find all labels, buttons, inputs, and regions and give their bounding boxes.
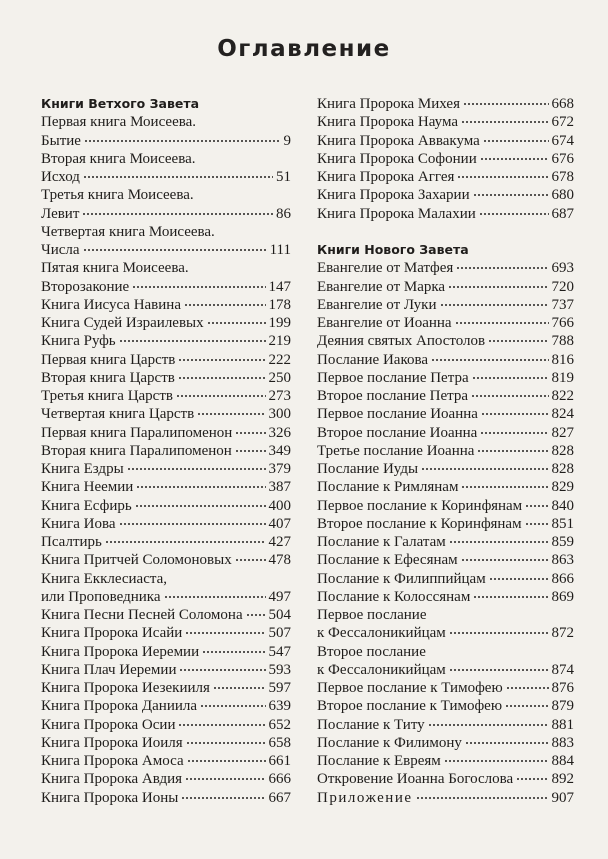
toc-entry[interactable] bbox=[41, 734, 291, 752]
toc-entry[interactable] bbox=[41, 661, 291, 679]
toc-entry-title: Первое послание к Коринфянам bbox=[317, 497, 523, 514]
dot-leader bbox=[471, 395, 548, 397]
toc-entry-title: Первая книга Царств bbox=[41, 351, 176, 368]
toc-entry-page: 816 bbox=[551, 351, 574, 368]
toc-entry-page: 593 bbox=[268, 661, 291, 678]
section-heading-old-testament: Книги Ветхого Завета bbox=[41, 96, 200, 111]
toc-entry[interactable] bbox=[317, 369, 574, 387]
dot-leader bbox=[516, 778, 548, 780]
section-gap bbox=[317, 223, 574, 241]
dot-leader bbox=[185, 632, 265, 634]
toc-entry-title: Евангелие от Луки bbox=[317, 296, 437, 313]
dot-leader bbox=[525, 505, 548, 507]
dot-leader bbox=[455, 322, 549, 324]
toc-entry-title: Первая книга Паралипоменон bbox=[41, 424, 233, 441]
toc-entry-page: 478 bbox=[268, 552, 291, 569]
toc-entry-title: Псалтирь bbox=[41, 534, 102, 550]
toc-entry-page: 639 bbox=[268, 698, 291, 715]
toc-entry-page: 9 bbox=[283, 132, 291, 149]
toc-entry[interactable] bbox=[317, 424, 574, 442]
toc-entry[interactable] bbox=[317, 497, 574, 515]
dot-leader bbox=[176, 395, 266, 397]
toc-entry[interactable] bbox=[41, 150, 291, 168]
old-testament-list-continued bbox=[317, 95, 574, 223]
toc-entry[interactable] bbox=[41, 478, 291, 496]
new-testament-list bbox=[317, 259, 574, 788]
toc-entry-title: к Фессалоникийцам bbox=[317, 661, 446, 678]
dot-leader bbox=[200, 705, 265, 707]
toc-entry-page: 883 bbox=[551, 734, 574, 751]
toc-entry[interactable] bbox=[317, 150, 574, 168]
dot-leader bbox=[480, 158, 549, 160]
toc-entry-page: 687 bbox=[551, 205, 574, 222]
toc-entry[interactable] bbox=[41, 716, 291, 734]
toc-entry-page: 219 bbox=[268, 333, 291, 350]
toc-entry[interactable] bbox=[41, 113, 291, 131]
toc-entry-title: Деяния святых Апостолов bbox=[317, 333, 486, 350]
dot-leader bbox=[421, 468, 548, 470]
toc-entry-page: 674 bbox=[551, 132, 574, 149]
toc-entry-title: Евангелие от Матфея bbox=[317, 260, 454, 277]
toc-entry-title: Первое послание к Тимофею bbox=[317, 680, 503, 696]
toc-entry[interactable] bbox=[317, 278, 574, 296]
toc-entry[interactable] bbox=[41, 643, 291, 661]
toc-entry[interactable] bbox=[41, 515, 291, 533]
dot-leader bbox=[202, 651, 265, 653]
toc-entry-page: 872 bbox=[551, 625, 574, 642]
toc-entry[interactable] bbox=[41, 223, 291, 241]
toc-entry[interactable] bbox=[317, 643, 574, 661]
toc-entry-title: Первое послание Иоанна bbox=[317, 406, 478, 423]
toc-entry-page: 273 bbox=[268, 388, 291, 404]
dot-leader bbox=[444, 760, 549, 762]
toc-entry[interactable] bbox=[41, 789, 291, 807]
toc-entry-page: 407 bbox=[268, 515, 291, 532]
toc-entry-title: Второе послание к Тимофею bbox=[317, 698, 503, 715]
toc-entry-title: Книга Иова bbox=[41, 515, 116, 532]
dot-leader bbox=[235, 559, 266, 561]
toc-entry-title: Книга Пророка Ионы bbox=[41, 789, 179, 806]
dot-leader bbox=[463, 103, 549, 105]
dot-leader bbox=[127, 468, 266, 470]
toc-entry-title: Книга Песни Песней Соломона bbox=[41, 607, 243, 623]
dot-leader bbox=[481, 413, 549, 415]
toc-entry[interactable] bbox=[41, 770, 291, 788]
toc-entry-title: Книга Пророка Малахии bbox=[317, 205, 476, 222]
toc-entry-page: 828 bbox=[551, 461, 574, 477]
toc-entry[interactable] bbox=[317, 716, 574, 734]
toc-entry-page: 400 bbox=[268, 497, 291, 514]
toc-entry-title: Первое послание Петра bbox=[317, 369, 469, 386]
dot-leader bbox=[449, 669, 549, 671]
toc-entry-title: Первое послание bbox=[317, 607, 427, 623]
toc-entry-page: 597 bbox=[268, 680, 291, 696]
dot-leader bbox=[431, 359, 548, 361]
toc-entry[interactable] bbox=[41, 405, 291, 423]
toc-entry-title: Книга Пророка Аввакума bbox=[317, 132, 480, 149]
dot-leader bbox=[483, 140, 549, 142]
toc-column-right bbox=[317, 95, 574, 807]
dot-leader bbox=[135, 505, 266, 507]
toc-entry-page: 859 bbox=[551, 534, 574, 550]
toc-entry[interactable] bbox=[41, 533, 291, 551]
toc-entry-title: Евангелие от Иоанна bbox=[317, 315, 452, 331]
dot-leader bbox=[83, 176, 273, 178]
toc-entry[interactable] bbox=[41, 241, 291, 259]
toc-entry[interactable] bbox=[41, 259, 291, 277]
toc-entry-title: Исход bbox=[41, 169, 80, 185]
toc-entry-title: Бытие bbox=[41, 132, 81, 149]
dot-leader bbox=[488, 340, 548, 342]
dot-leader bbox=[428, 724, 549, 726]
dot-leader bbox=[246, 614, 266, 616]
toc-entry-page: 680 bbox=[551, 187, 574, 204]
toc-entry-page: 387 bbox=[268, 479, 291, 496]
toc-entry[interactable] bbox=[317, 770, 574, 788]
dot-leader bbox=[480, 432, 548, 434]
toc-entry-page: 720 bbox=[551, 278, 574, 295]
toc-entry[interactable] bbox=[317, 734, 574, 752]
toc-entry[interactable] bbox=[317, 460, 574, 478]
toc-entry[interactable] bbox=[317, 113, 574, 131]
toc-entry-title: Послание к Филимону bbox=[317, 734, 462, 751]
toc-entry[interactable] bbox=[317, 405, 574, 423]
dot-leader bbox=[178, 377, 266, 379]
toc-entry[interactable] bbox=[41, 168, 291, 186]
toc-entry-title: Книга Пророка Софонии bbox=[317, 150, 477, 167]
toc-entry-title: Третье послание Иоанна bbox=[317, 442, 475, 459]
toc-entry[interactable] bbox=[41, 132, 291, 150]
toc-entry[interactable] bbox=[317, 351, 574, 369]
toc-entry-title: Книга Пророка Даниила bbox=[41, 698, 198, 715]
toc-entry-title: к Фессалоникийцам bbox=[317, 625, 446, 642]
toc-entry[interactable] bbox=[317, 588, 574, 606]
toc-entry-title: Книга Пророка Иезекииля bbox=[41, 680, 210, 696]
toc-entry[interactable] bbox=[41, 497, 291, 515]
dot-leader bbox=[181, 797, 265, 799]
toc-entry[interactable] bbox=[41, 442, 291, 460]
dot-leader bbox=[186, 742, 266, 744]
dot-leader bbox=[461, 121, 549, 123]
toc-entry-page: 737 bbox=[551, 296, 574, 313]
toc-entry-page: 676 bbox=[551, 150, 574, 167]
toc-entry-title: Книга Пророка Аггея bbox=[317, 169, 455, 185]
dot-leader bbox=[132, 286, 265, 288]
toc-entry-title: Второзаконие bbox=[41, 278, 130, 295]
toc-entry-title: Вторая книга Моисеева. bbox=[41, 150, 196, 167]
toc-entry-page: 829 bbox=[551, 479, 574, 496]
toc-entry-title: Послание к Римлянам bbox=[317, 479, 459, 496]
toc-entry-title: Книга Пророка Иеремии bbox=[41, 643, 200, 660]
dot-leader bbox=[119, 340, 266, 342]
toc-entry[interactable] bbox=[41, 186, 291, 204]
toc-entry-title: Послание к Евреям bbox=[317, 753, 441, 769]
dot-leader bbox=[473, 596, 548, 598]
toc-entry-page: 250 bbox=[268, 369, 291, 386]
toc-entry-title: Книга Екклесиаста, bbox=[41, 570, 168, 587]
toc-entry-page: 111 bbox=[269, 242, 291, 258]
dot-leader bbox=[235, 432, 265, 434]
toc-entry-title: Второе послание bbox=[317, 643, 426, 660]
dot-leader bbox=[119, 523, 266, 525]
toc-entry[interactable] bbox=[317, 679, 574, 697]
dot-leader bbox=[525, 523, 549, 525]
dot-leader bbox=[164, 596, 266, 598]
dot-leader bbox=[185, 778, 265, 780]
dot-leader bbox=[472, 377, 549, 379]
toc-entry[interactable] bbox=[41, 296, 291, 314]
dot-leader bbox=[461, 486, 548, 488]
toc-entry-title: Евангелие от Марка bbox=[317, 278, 446, 295]
toc-entry-title: Книга Пророка Михея bbox=[317, 96, 460, 112]
dot-leader bbox=[473, 194, 549, 196]
toc-entry[interactable] bbox=[317, 624, 574, 642]
old-testament-list bbox=[41, 113, 291, 807]
toc-entry-page: 147 bbox=[268, 278, 291, 295]
toc-entry-page: 869 bbox=[551, 588, 574, 605]
toc-entry[interactable] bbox=[41, 387, 291, 405]
toc-entry-page: 504 bbox=[268, 607, 291, 623]
toc-entry[interactable] bbox=[41, 570, 291, 588]
toc-entry-title: Четвертая книга Царств bbox=[41, 406, 195, 423]
dot-leader bbox=[479, 213, 549, 215]
toc-entry[interactable] bbox=[317, 132, 574, 150]
toc-entry-page: 819 bbox=[551, 369, 574, 386]
toc-entry[interactable] bbox=[317, 95, 574, 113]
toc-entry[interactable] bbox=[41, 314, 291, 332]
toc-entry[interactable] bbox=[41, 278, 291, 296]
toc-entry-title: Книга Пророка Иоиля bbox=[41, 734, 183, 751]
toc-entry[interactable] bbox=[41, 332, 291, 350]
toc-entry[interactable] bbox=[41, 606, 291, 624]
toc-entry[interactable] bbox=[317, 314, 574, 332]
toc-entry-page: 547 bbox=[268, 643, 291, 660]
dot-leader bbox=[448, 286, 548, 288]
toc-entry[interactable] bbox=[41, 697, 291, 715]
toc-entry-page: 668 bbox=[551, 96, 574, 112]
toc-entry-title: Книга Есфирь bbox=[41, 497, 132, 514]
dot-leader bbox=[416, 797, 549, 799]
toc-entry-title: Вторая книга Паралипоменон bbox=[41, 442, 232, 459]
dot-leader bbox=[82, 213, 273, 215]
toc-entry[interactable] bbox=[317, 551, 574, 569]
toc-entry-title: Четвертая книга Моисеева. bbox=[41, 223, 215, 240]
toc-entry-title: Вторая книга Царств bbox=[41, 369, 175, 386]
toc-entry[interactable] bbox=[317, 205, 574, 223]
toc-entry-page: 652 bbox=[268, 716, 291, 733]
toc-entry[interactable] bbox=[41, 679, 291, 697]
toc-entry[interactable] bbox=[317, 515, 574, 533]
toc-entry[interactable] bbox=[317, 296, 574, 314]
toc-entry-page: 667 bbox=[268, 789, 291, 806]
toc-entry-page: 824 bbox=[551, 406, 574, 423]
toc-entry[interactable] bbox=[41, 551, 291, 569]
toc-entry-title: Приложение bbox=[317, 789, 413, 806]
toc-entry-title: Второе послание Иоанна bbox=[317, 424, 478, 441]
toc-entry-title: Послание к Галатам bbox=[317, 534, 446, 550]
dot-leader bbox=[235, 450, 266, 452]
toc-entry-page: 349 bbox=[268, 442, 291, 459]
toc-entry[interactable] bbox=[41, 205, 291, 223]
toc-entry-page: 863 bbox=[551, 552, 574, 569]
toc-entry-title: Книга Ездры bbox=[41, 461, 124, 477]
toc-entry-page: 693 bbox=[551, 260, 574, 277]
toc-entry-page: 884 bbox=[551, 753, 574, 769]
toc-entry-title: Книга Пророка Исайи bbox=[41, 625, 183, 642]
toc-entry-title: Книга Пророка Наума bbox=[317, 114, 458, 131]
toc-entry-page: 828 bbox=[551, 442, 574, 459]
toc-entry[interactable] bbox=[317, 697, 574, 715]
toc-entry-page: 874 bbox=[551, 661, 574, 678]
toc-entry-page: 379 bbox=[268, 461, 291, 477]
toc-entry-page: 851 bbox=[551, 515, 574, 532]
toc-entry-title: Книга Судей Израилевых bbox=[41, 315, 204, 331]
dot-leader bbox=[84, 140, 281, 142]
toc-entry[interactable] bbox=[41, 460, 291, 478]
toc-entry-title: Числа bbox=[41, 242, 80, 258]
dot-leader bbox=[179, 669, 265, 671]
toc-entry-title: Книга Пророка Осии bbox=[41, 716, 176, 733]
dot-leader bbox=[184, 304, 266, 306]
toc-entry-page: 178 bbox=[268, 296, 291, 313]
toc-entry[interactable] bbox=[317, 752, 574, 770]
toc-entry[interactable] bbox=[41, 351, 291, 369]
dot-leader bbox=[477, 450, 548, 452]
toc-entry-title: Пятая книга Моисеева. bbox=[41, 260, 189, 277]
toc-entry-title: Левит bbox=[41, 205, 80, 222]
toc-entry-page: 507 bbox=[268, 625, 291, 642]
toc-entry[interactable] bbox=[41, 424, 291, 442]
toc-entry-page: 658 bbox=[268, 734, 291, 751]
toc-entry-page: 788 bbox=[551, 333, 574, 350]
toc-entry-page: 326 bbox=[268, 424, 291, 441]
toc-entry-page: 86 bbox=[276, 205, 291, 222]
dot-leader bbox=[197, 413, 265, 415]
toc-entry[interactable] bbox=[317, 442, 574, 460]
toc-entry[interactable] bbox=[41, 369, 291, 387]
dot-leader bbox=[178, 359, 265, 361]
toc-entry-title: Послание к Ефесянам bbox=[317, 552, 458, 569]
dot-leader bbox=[461, 559, 549, 561]
dot-leader bbox=[440, 304, 549, 306]
toc-entry-title: Книга Пророка Авдия bbox=[41, 771, 183, 788]
toc-entry[interactable] bbox=[317, 478, 574, 496]
dot-leader bbox=[449, 632, 549, 634]
toc-entry-page: 876 bbox=[551, 680, 574, 696]
toc-entry-page: 672 bbox=[551, 114, 574, 131]
toc-entry-title: Книга Руфь bbox=[41, 333, 116, 350]
toc-entry-title: Послание к Колоссянам bbox=[317, 588, 471, 605]
toc-entry[interactable] bbox=[317, 661, 574, 679]
toc-entry-title: Книга Пророка Захарии bbox=[317, 187, 470, 204]
toc-entry-page: 866 bbox=[551, 570, 574, 587]
dot-leader bbox=[456, 267, 548, 269]
section-heading-new-testament: Книги Нового Завета bbox=[317, 242, 469, 257]
toc-entry-page: 766 bbox=[551, 315, 574, 331]
toc-entry[interactable] bbox=[41, 588, 291, 606]
toc-entry-title: или Проповедника bbox=[41, 588, 161, 605]
toc-entry[interactable] bbox=[317, 533, 574, 551]
toc-entry-title: Третья книга Царств bbox=[41, 388, 173, 404]
dot-leader bbox=[83, 249, 267, 251]
toc-entry-title: Второе послание к Коринфянам bbox=[317, 515, 522, 532]
toc-entry-page: 678 bbox=[551, 169, 574, 185]
toc-entry-page: 51 bbox=[276, 169, 291, 185]
toc-column-left bbox=[41, 95, 291, 807]
toc-entry-page: 881 bbox=[551, 716, 574, 733]
toc-entry-appendix[interactable] bbox=[317, 789, 574, 807]
dot-leader bbox=[449, 541, 549, 543]
toc-entry[interactable] bbox=[317, 186, 574, 204]
toc-entry[interactable] bbox=[317, 168, 574, 186]
toc-entry-title: Послание Иакова bbox=[317, 351, 429, 368]
toc-entry-title: Послание к Титу bbox=[317, 716, 425, 733]
dot-leader bbox=[178, 724, 265, 726]
toc-entry-page: 827 bbox=[551, 424, 574, 441]
toc-entry-title: Второе послание Петра bbox=[317, 388, 469, 404]
toc-entry-title: Откровение Иоанна Богослова bbox=[317, 771, 514, 788]
toc-entry[interactable] bbox=[41, 624, 291, 642]
toc-entry[interactable] bbox=[317, 332, 574, 350]
toc-entry-title: Книга Притчей Соломоновых bbox=[41, 552, 232, 569]
dot-leader bbox=[506, 687, 549, 689]
toc-entry-title: Первая книга Моисеева. bbox=[41, 114, 197, 131]
toc-entry-page: 879 bbox=[551, 698, 574, 715]
dot-leader bbox=[505, 705, 548, 707]
dot-leader bbox=[465, 742, 549, 744]
toc-entry[interactable] bbox=[317, 606, 574, 624]
toc-entry-page: 300 bbox=[268, 406, 291, 423]
toc-entry-page: 907 bbox=[551, 789, 574, 806]
toc-entry-title: Книга Неемии bbox=[41, 479, 134, 496]
page-title: Оглавление bbox=[217, 36, 391, 62]
toc-entry-page: 892 bbox=[551, 771, 574, 788]
toc-entry-page: 427 bbox=[268, 534, 291, 550]
dot-leader bbox=[457, 176, 548, 178]
dot-leader bbox=[105, 541, 266, 543]
toc-entry-title: Третья книга Моисеева. bbox=[41, 187, 194, 204]
toc-entry-title: Книга Пророка Амоса bbox=[41, 753, 184, 769]
toc-entry-title: Книга Плач Иеремии bbox=[41, 661, 177, 678]
toc-entry-page: 840 bbox=[551, 497, 574, 514]
toc-entry-page: 661 bbox=[268, 753, 291, 769]
toc-entry[interactable] bbox=[317, 259, 574, 277]
dot-leader bbox=[187, 760, 266, 762]
toc-entry-title: Послание Иуды bbox=[317, 461, 419, 477]
toc-entry-page: 199 bbox=[268, 315, 291, 331]
toc-entry[interactable] bbox=[317, 387, 574, 405]
toc-entry[interactable] bbox=[41, 752, 291, 770]
dot-leader bbox=[136, 486, 265, 488]
toc-entry[interactable] bbox=[317, 570, 574, 588]
toc-entry-title: Послание к Филиппийцам bbox=[317, 570, 486, 587]
toc-entry-page: 497 bbox=[268, 588, 291, 605]
dot-leader bbox=[213, 687, 266, 689]
toc-entry-page: 222 bbox=[268, 351, 291, 368]
dot-leader bbox=[207, 322, 266, 324]
toc-entry-title: Книга Иисуса Навина bbox=[41, 296, 181, 313]
dot-leader bbox=[489, 578, 549, 580]
toc-entry-page: 666 bbox=[268, 771, 291, 788]
toc-entry-page: 822 bbox=[551, 388, 574, 404]
